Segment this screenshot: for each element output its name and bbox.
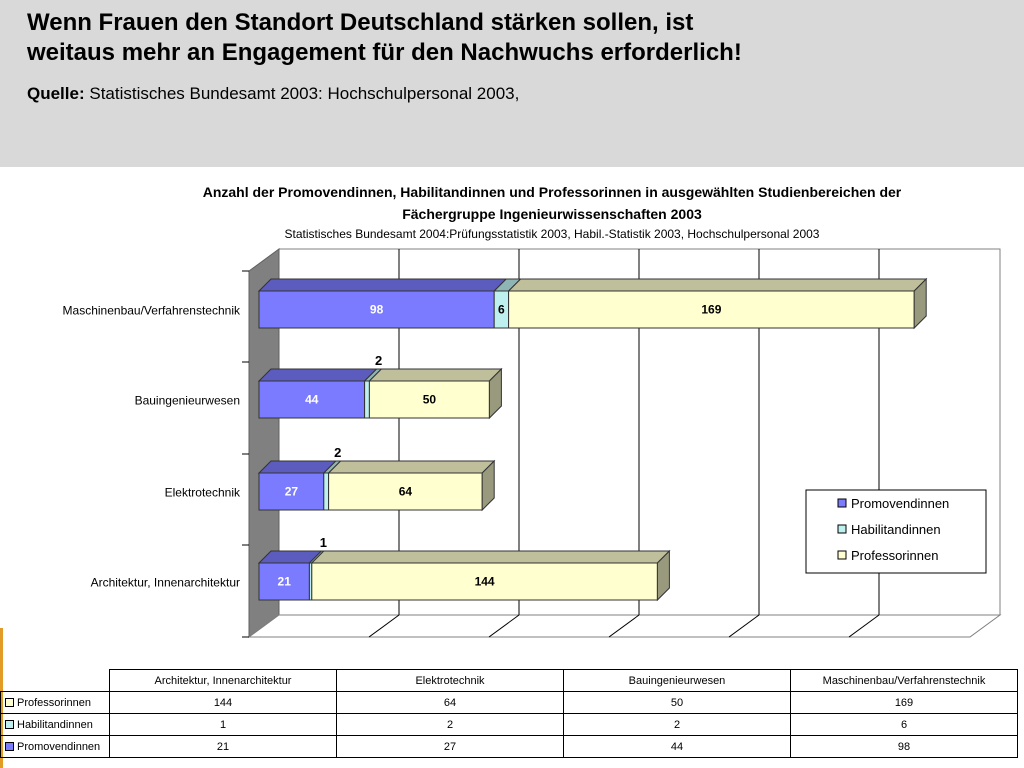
data-label: 2	[374, 353, 383, 368]
table-cell: 27	[337, 736, 564, 758]
legend-key-icon	[5, 720, 14, 729]
table-corner-cell	[1, 670, 110, 692]
slide-title	[27, 8, 987, 68]
legend-entry: Habilitandinnen	[851, 522, 941, 537]
table-cell: 21	[110, 736, 337, 758]
category-label: Architektur, Innenarchitektur	[90, 575, 240, 590]
category-label: Bauingenieurwesen	[134, 393, 240, 408]
table-cell: 50	[564, 692, 791, 714]
table-cell: 2	[337, 714, 564, 736]
table-column-header: Bauingenieurwesen	[564, 670, 791, 692]
data-label: 44	[305, 392, 319, 407]
table-row-label-text: Habilitandinnen	[17, 718, 93, 731]
bar-habilitandinnen-front	[365, 381, 370, 418]
bar-professorinnen-top	[312, 551, 670, 563]
bar-promovendinnen-top	[259, 461, 336, 473]
table-header-row	[1, 670, 1018, 692]
chart-legend	[806, 490, 986, 573]
bar-promovendinnen-top	[259, 369, 377, 381]
table-row	[1, 692, 1018, 714]
chart-subtitle: Statistisches Bundesamt 2004:Prüfungsstatistik 2003, Habil.-Statistik 2003, Hochschulpersonal 2003	[284, 227, 820, 241]
table-cell: 169	[791, 692, 1018, 714]
plot-area	[63, 249, 1000, 637]
data-label: 21	[277, 574, 291, 589]
legend-entry: Promovendinnen	[851, 496, 950, 511]
table-cell: 1	[110, 714, 337, 736]
bar-professorinnen-top	[369, 369, 501, 381]
legend-key-icon	[5, 742, 14, 751]
slide-header	[0, 0, 1024, 167]
chart-title-line2: Fächergruppe Ingenieurwissenschaften 2003	[402, 206, 702, 222]
data-label: 27	[284, 484, 299, 499]
table-column-header: Maschinenbau/Verfahrenstechnik	[791, 670, 1018, 692]
chart-title-line1: Anzahl der Promovendinnen, Habilitandinnen und Professorinnen in ausgewählten Studienbereichen der	[202, 184, 902, 200]
legend-swatch-icon	[838, 499, 846, 507]
data-label: 144	[474, 574, 495, 589]
data-label: 50	[422, 392, 437, 407]
data-label: 1	[319, 535, 328, 550]
table-row-label-text: Promovendinnen	[17, 740, 101, 753]
legend-entry: Professorinnen	[851, 548, 939, 563]
table-cell: 2	[564, 714, 791, 736]
data-label: 98	[369, 302, 384, 317]
bar-professorinnen-top	[509, 279, 927, 291]
bar-professorinnen-top	[329, 461, 495, 473]
table-row-label	[1, 692, 110, 714]
legend-key-icon	[5, 698, 14, 707]
data-label: 2	[334, 445, 342, 460]
data-label: 169	[701, 302, 722, 317]
slide-title-line2: weitaus mehr an Engagement für den Nachwuchs erforderlich!	[27, 39, 742, 66]
table-row-label	[1, 714, 110, 736]
table-cell: 6	[791, 714, 1018, 736]
bar-chart	[0, 167, 1024, 667]
bar-promovendinnen-top	[259, 279, 506, 291]
legend-swatch-icon	[838, 551, 846, 559]
table-row-label	[1, 736, 110, 758]
source-label: Quelle:	[27, 84, 85, 103]
table-row	[1, 736, 1018, 758]
table-cell: 44	[564, 736, 791, 758]
legend-swatch-icon	[838, 525, 846, 533]
source-text: Statistisches Bundesamt 2003: Hochschulpersonal 2003,	[89, 84, 520, 103]
category-label: Elektrotechnik	[164, 485, 240, 500]
table-cell: 144	[110, 692, 337, 714]
bar-habilitandinnen-front	[324, 473, 329, 510]
table-cell: 64	[337, 692, 564, 714]
data-table	[0, 669, 1018, 758]
table-cell: 98	[791, 736, 1018, 758]
table-column-header: Elektrotechnik	[337, 670, 564, 692]
category-label: Maschinenbau/Verfahrenstechnik	[62, 303, 240, 318]
slide-source	[27, 84, 519, 104]
data-label: 64	[398, 484, 413, 499]
data-label: 6	[498, 302, 505, 317]
table-column-header: Architektur, Innenarchitektur	[110, 670, 337, 692]
slide-title-line1: Wenn Frauen den Standort Deutschland stärken sollen, ist	[27, 9, 694, 36]
table-row-label-text: Professorinnen	[17, 696, 91, 709]
table-row	[1, 714, 1018, 736]
